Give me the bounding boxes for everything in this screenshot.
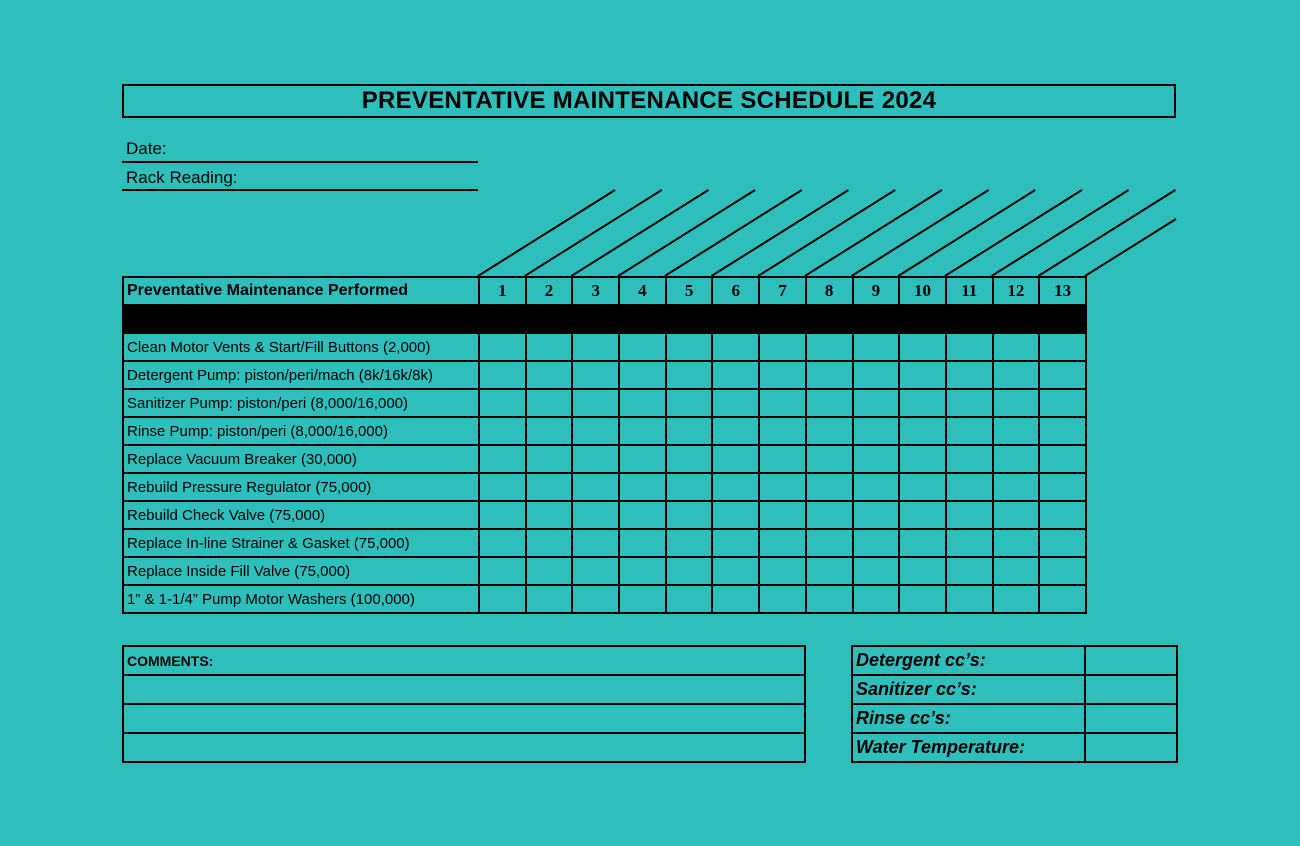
checkbox-cell[interactable]	[572, 585, 619, 613]
date-label: Date:	[126, 139, 167, 158]
column-header-1: 1	[479, 277, 526, 305]
checkbox-cell[interactable]	[1039, 445, 1086, 473]
column-header-9: 9	[853, 277, 900, 305]
checkbox-cell[interactable]	[806, 389, 853, 417]
checkbox-cell[interactable]	[666, 473, 713, 501]
checkbox-cell[interactable]	[666, 585, 713, 613]
checkbox-cell[interactable]	[993, 389, 1040, 417]
checkbox-cell[interactable]	[712, 501, 759, 529]
checkbox-cell[interactable]	[479, 361, 526, 389]
task-label: Replace Inside Fill Valve (75,000)	[123, 557, 479, 585]
checkbox-cell[interactable]	[619, 417, 666, 445]
task-label: Rebuild Pressure Regulator (75,000)	[123, 473, 479, 501]
water-temperature-input[interactable]	[1085, 733, 1177, 762]
checkbox-cell[interactable]	[526, 585, 573, 613]
checkbox-cell[interactable]	[572, 501, 619, 529]
checkbox-cell[interactable]	[759, 361, 806, 389]
table-row	[123, 417, 1086, 445]
checkbox-cell[interactable]	[712, 361, 759, 389]
checkbox-cell[interactable]	[666, 333, 713, 361]
checkbox-cell[interactable]	[806, 557, 853, 585]
checkbox-cell[interactable]	[619, 361, 666, 389]
checkbox-cell[interactable]	[899, 501, 946, 529]
checkbox-cell[interactable]	[853, 389, 900, 417]
checkbox-cell[interactable]	[666, 389, 713, 417]
column-header-8: 8	[806, 277, 853, 305]
checkbox-cell[interactable]	[1039, 473, 1086, 501]
task-label: Clean Motor Vents & Start/Fill Buttons (2,000)	[123, 333, 479, 361]
checkbox-cell[interactable]	[993, 361, 1040, 389]
task-label: Sanitizer Pump: piston/peri (8,000/16,000)	[123, 389, 479, 417]
checkbox-cell[interactable]	[1039, 417, 1086, 445]
table-row	[123, 501, 1086, 529]
checkbox-cell[interactable]	[1039, 361, 1086, 389]
checkbox-cell[interactable]	[619, 333, 666, 361]
checkbox-cell[interactable]	[526, 501, 573, 529]
task-label: Rinse Pump: piston/peri (8,000/16,000)	[123, 417, 479, 445]
checkbox-cell[interactable]	[993, 333, 1040, 361]
checkbox-cell[interactable]	[899, 417, 946, 445]
checkbox-cell[interactable]	[946, 389, 993, 417]
checkbox-cell[interactable]	[572, 389, 619, 417]
table-row	[123, 445, 1086, 473]
checkbox-cell[interactable]	[479, 585, 526, 613]
checkbox-cell[interactable]	[759, 417, 806, 445]
checkbox-cell[interactable]	[1039, 501, 1086, 529]
checkbox-cell[interactable]	[993, 445, 1040, 473]
table-row	[123, 389, 1086, 417]
checkbox-cell[interactable]	[572, 361, 619, 389]
checkbox-cell[interactable]	[572, 333, 619, 361]
checkbox-cell[interactable]	[1039, 557, 1086, 585]
checkbox-cell[interactable]	[759, 445, 806, 473]
checkbox-cell[interactable]	[619, 473, 666, 501]
maintenance-grid	[122, 276, 1087, 614]
comments-line-3[interactable]	[123, 733, 805, 762]
checkbox-cell[interactable]	[666, 361, 713, 389]
task-label: 1” & 1-1/4” Pump Motor Washers (100,000)	[123, 585, 479, 613]
table-row	[123, 473, 1086, 501]
grid-header-row	[123, 277, 1086, 305]
checkbox-cell[interactable]	[619, 445, 666, 473]
checkbox-cell[interactable]	[712, 473, 759, 501]
detergent-cc-input[interactable]	[1085, 646, 1177, 675]
column-header-12: 12	[993, 277, 1040, 305]
checkbox-cell[interactable]	[1039, 585, 1086, 613]
checkbox-cell[interactable]	[712, 445, 759, 473]
checkbox-cell[interactable]	[619, 557, 666, 585]
checkbox-cell[interactable]	[993, 557, 1040, 585]
checkbox-cell[interactable]	[759, 529, 806, 557]
checkbox-cell[interactable]	[1039, 333, 1086, 361]
checkbox-cell[interactable]	[899, 333, 946, 361]
checkbox-cell[interactable]	[526, 557, 573, 585]
checkbox-cell[interactable]	[479, 445, 526, 473]
checkbox-cell[interactable]	[1039, 529, 1086, 557]
checkbox-cell[interactable]	[853, 361, 900, 389]
checkbox-cell[interactable]	[993, 529, 1040, 557]
checkbox-cell[interactable]	[806, 585, 853, 613]
checkbox-cell[interactable]	[526, 389, 573, 417]
checkbox-cell[interactable]	[853, 333, 900, 361]
checkbox-cell[interactable]	[993, 417, 1040, 445]
checkbox-cell[interactable]	[946, 361, 993, 389]
checkbox-cell[interactable]	[993, 585, 1040, 613]
checkbox-cell[interactable]	[666, 417, 713, 445]
checkbox-cell[interactable]	[993, 501, 1040, 529]
checkbox-cell[interactable]	[853, 501, 900, 529]
checkbox-cell[interactable]	[526, 445, 573, 473]
checkbox-cell[interactable]	[619, 389, 666, 417]
checkbox-cell[interactable]	[899, 529, 946, 557]
checkbox-cell[interactable]	[899, 585, 946, 613]
table-row	[123, 585, 1086, 613]
checkbox-cell[interactable]	[526, 473, 573, 501]
checkbox-cell[interactable]	[946, 473, 993, 501]
checkbox-cell[interactable]	[993, 473, 1040, 501]
task-label: Replace In-line Strainer & Gasket (75,000)	[123, 529, 479, 557]
checkbox-cell[interactable]	[946, 557, 993, 585]
checkbox-cell[interactable]	[759, 557, 806, 585]
checkbox-cell[interactable]	[526, 529, 573, 557]
checkbox-cell[interactable]	[853, 529, 900, 557]
checkbox-cell[interactable]	[619, 501, 666, 529]
checkbox-cell[interactable]	[666, 445, 713, 473]
comments-label: COMMENTS:	[123, 646, 805, 675]
checkbox-cell[interactable]	[853, 585, 900, 613]
checkbox-cell[interactable]	[1039, 389, 1086, 417]
cc-readings-box	[851, 645, 1178, 763]
checkbox-cell[interactable]	[806, 501, 853, 529]
checkbox-cell[interactable]	[853, 417, 900, 445]
checkbox-cell[interactable]	[853, 473, 900, 501]
checkbox-cell[interactable]	[572, 417, 619, 445]
table-row	[123, 557, 1086, 585]
checkbox-cell[interactable]	[946, 333, 993, 361]
checkbox-cell[interactable]	[619, 529, 666, 557]
column-header-6: 6	[712, 277, 759, 305]
checkbox-cell[interactable]	[479, 501, 526, 529]
checkbox-cell[interactable]	[899, 389, 946, 417]
sanitizer-cc-label: Sanitizer cc’s:	[852, 675, 1085, 704]
checkbox-cell[interactable]	[526, 361, 573, 389]
checkbox-cell[interactable]	[666, 557, 713, 585]
comments-line-2[interactable]	[123, 704, 805, 733]
checkbox-cell[interactable]	[853, 557, 900, 585]
rack-reading-label: Rack Reading:	[126, 168, 238, 187]
checkbox-cell[interactable]	[946, 445, 993, 473]
checkbox-cell[interactable]	[526, 417, 573, 445]
water-temperature-label: Water Temperature:	[852, 733, 1085, 762]
grid-header-label: Preventative Maintenance Performed	[123, 277, 479, 305]
slant-line	[1085, 219, 1176, 276]
checkbox-cell[interactable]	[806, 333, 853, 361]
checkbox-cell[interactable]	[806, 417, 853, 445]
checkbox-cell[interactable]	[479, 389, 526, 417]
checkbox-cell[interactable]	[479, 529, 526, 557]
checkbox-cell[interactable]	[899, 445, 946, 473]
rinse-cc-input[interactable]	[1085, 704, 1177, 733]
checkbox-cell[interactable]	[806, 529, 853, 557]
sanitizer-cc-input[interactable]	[1085, 675, 1177, 704]
column-header-7: 7	[759, 277, 806, 305]
checkbox-cell[interactable]	[666, 501, 713, 529]
task-label: Detergent Pump: piston/peri/mach (8k/16k/8k)	[123, 361, 479, 389]
checkbox-cell[interactable]	[572, 445, 619, 473]
column-header-3: 3	[572, 277, 619, 305]
checkbox-cell[interactable]	[572, 529, 619, 557]
divider-bar-cell	[123, 305, 1086, 333]
column-header-5: 5	[666, 277, 713, 305]
checkbox-cell[interactable]	[712, 557, 759, 585]
checkbox-cell[interactable]	[899, 361, 946, 389]
checkbox-cell[interactable]	[712, 417, 759, 445]
checkbox-cell[interactable]	[712, 529, 759, 557]
checkbox-cell[interactable]	[759, 501, 806, 529]
checkbox-cell[interactable]	[479, 417, 526, 445]
comments-box	[122, 645, 806, 763]
checkbox-cell[interactable]	[759, 473, 806, 501]
table-row	[123, 333, 1086, 361]
checkbox-cell[interactable]	[759, 389, 806, 417]
checkbox-cell[interactable]	[479, 473, 526, 501]
column-header-4: 4	[619, 277, 666, 305]
checkbox-cell[interactable]	[479, 557, 526, 585]
checkbox-cell[interactable]	[712, 389, 759, 417]
checkbox-cell[interactable]	[946, 529, 993, 557]
checkbox-cell[interactable]	[946, 417, 993, 445]
page-title: PREVENTATIVE MAINTENANCE SCHEDULE 2024	[122, 84, 1176, 118]
divider-bar	[123, 305, 1086, 333]
checkbox-cell[interactable]	[526, 333, 573, 361]
task-label: Rebuild Check Valve (75,000)	[123, 501, 479, 529]
checkbox-cell[interactable]	[946, 585, 993, 613]
checkbox-cell[interactable]	[806, 473, 853, 501]
comments-line-1[interactable]	[123, 675, 805, 704]
checkbox-cell[interactable]	[806, 445, 853, 473]
table-row	[123, 529, 1086, 557]
checkbox-cell[interactable]	[666, 529, 713, 557]
column-header-13: 13	[1039, 277, 1086, 305]
checkbox-cell[interactable]	[899, 557, 946, 585]
checkbox-cell[interactable]	[572, 473, 619, 501]
rinse-cc-label: Rinse cc’s:	[852, 704, 1085, 733]
checkbox-cell[interactable]	[712, 333, 759, 361]
column-header-11: 11	[946, 277, 993, 305]
checkbox-cell[interactable]	[899, 473, 946, 501]
column-header-10: 10	[899, 277, 946, 305]
task-label: Replace Vacuum Breaker (30,000)	[123, 445, 479, 473]
checkbox-cell[interactable]	[806, 361, 853, 389]
checkbox-cell[interactable]	[759, 585, 806, 613]
detergent-cc-label: Detergent cc’s:	[852, 646, 1085, 675]
table-row	[123, 361, 1086, 389]
checkbox-cell[interactable]	[572, 557, 619, 585]
checkbox-cell[interactable]	[479, 333, 526, 361]
column-header-2: 2	[526, 277, 573, 305]
checkbox-cell[interactable]	[946, 501, 993, 529]
checkbox-cell[interactable]	[619, 585, 666, 613]
checkbox-cell[interactable]	[712, 585, 759, 613]
checkbox-cell[interactable]	[853, 445, 900, 473]
checkbox-cell[interactable]	[759, 333, 806, 361]
